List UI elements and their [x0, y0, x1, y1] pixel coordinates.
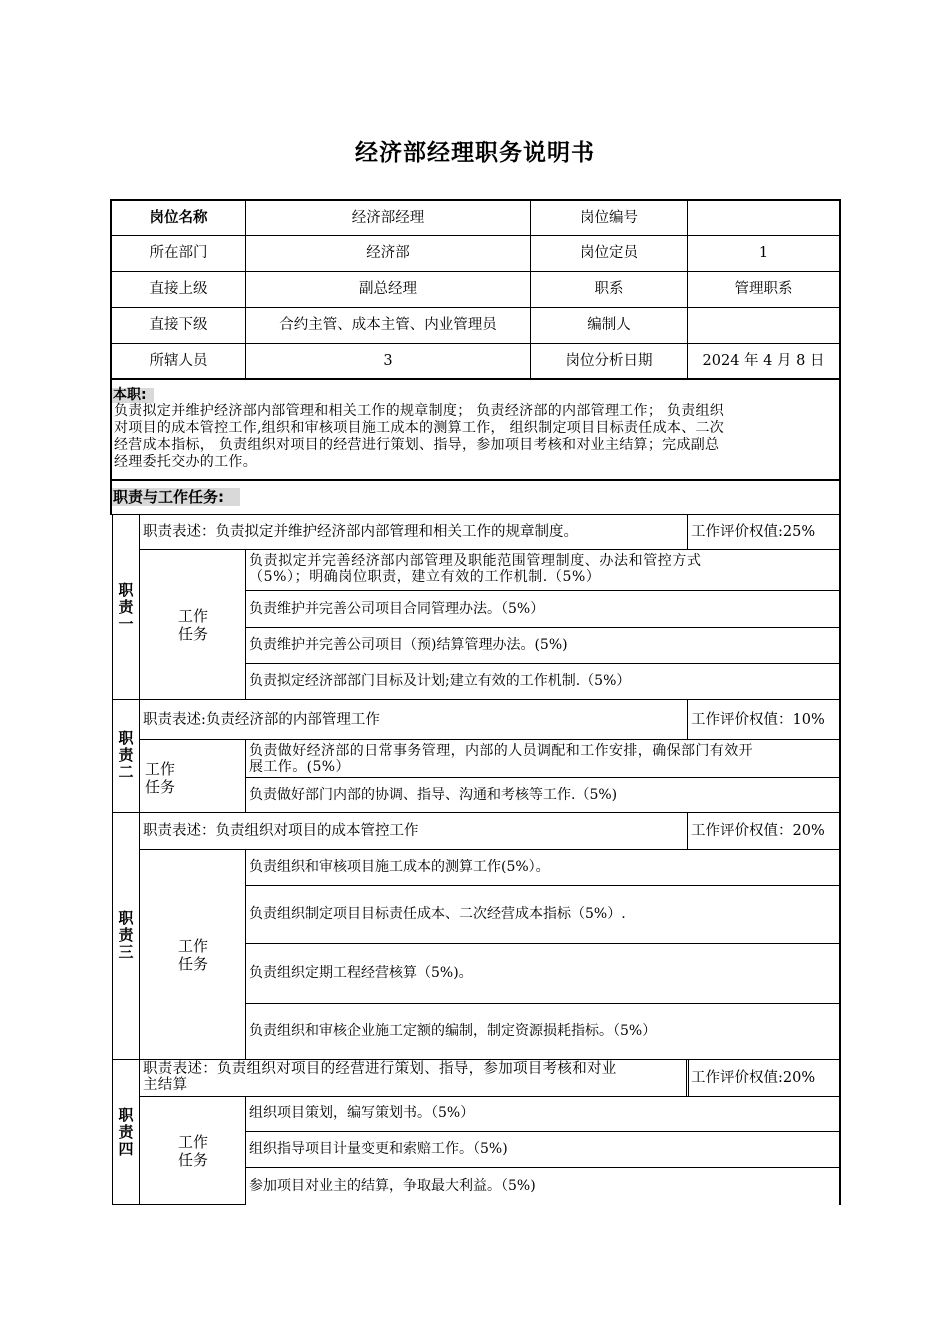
duty-3-task-label: 工作 任务 — [177, 937, 208, 973]
duty-2-task-1: 负责做好经济部的日常事务管理，内部的人员调配和工作安排，确保部门有效开 展工作。(5%） — [249, 743, 753, 775]
value-direct-subordinates: 合约主管、成本主管、内业管理员 — [279, 317, 497, 333]
value-analysis-date: 2024 年 4 月 8 日 — [702, 352, 825, 369]
benzhi-line-4: 经理委托交办的工作。 — [114, 454, 257, 470]
value-position-code — [688, 201, 839, 235]
duty-4-task-label: 工作 任务 — [177, 1133, 208, 1169]
value-compiler — [688, 308, 839, 343]
duty-3-task-2: 负责组织制定项目目标责任成本、二次经营成本指标（5%）. — [249, 906, 626, 922]
duty-3-description: 职责表述：负责组织对项目的成本管控工作 — [143, 823, 419, 839]
label-job-family: 职系 — [594, 281, 624, 297]
value-direct-superior: 副总经理 — [359, 281, 417, 297]
label-compiler: 编制人 — [587, 317, 631, 333]
duty-3-label: 职 责 三 — [118, 909, 134, 961]
duty-1-description: 职责表述：负责拟定并维护经济部内部管理和相关工作的规章制度。 — [143, 524, 578, 540]
duty-3-task-4: 负责组织和审核企业施工定额的编制，制定资源损耗指标。（5%） — [249, 1023, 657, 1039]
duty-4-task-3: 参加项目对业主的结算，争取最大利益。（5%) — [249, 1178, 536, 1194]
duty-4-task-1: 组织项目策划，编写策划书。（5%） — [249, 1105, 475, 1121]
label-direct-superior: 直接上级 — [149, 281, 208, 297]
benzhi-label: 本职: — [113, 387, 147, 403]
value-headcount: 1 — [758, 245, 769, 261]
duty-2-weight: 工作评价权值：10% — [691, 712, 825, 728]
duty-4-weight: 工作评价权值:20% — [691, 1070, 816, 1086]
duty-4-label: 职 责 四 — [118, 1105, 134, 1158]
label-position-name: 岗位名称 — [149, 209, 208, 226]
label-headcount: 岗位定员 — [580, 245, 638, 261]
duty-3-task-1: 负责组织和审核项目施工成本的测算工作(5%）。 — [249, 859, 550, 875]
label-staff-count: 所辖人员 — [149, 352, 208, 369]
duty-1-task-3: 负责维护并完善公司项目（预)结算管理办法。(5%) — [249, 637, 568, 653]
benzhi-line-1: 负责拟定并维护经济部内部管理和相关工作的规章制度； 负责经济部的内部管理工作； 负责组织 — [114, 403, 725, 419]
duty-1-task-label: 工作 任务 — [177, 607, 208, 643]
section-title: 职责与工作任务: — [113, 488, 224, 506]
duty-1-task-4: 负责拟定经济部部门目标及计划;建立有效的工作机制.（5%） — [249, 673, 631, 689]
label-analysis-date: 岗位分析日期 — [565, 352, 653, 369]
value-job-family: 管理职系 — [734, 281, 793, 297]
duty-2-description: 职责表述:负责经济部的内部管理工作 — [143, 712, 380, 728]
duty-1-weight: 工作评价权值:25% — [691, 524, 816, 540]
duty-3-weight: 工作评价权值：20% — [691, 823, 825, 839]
duty-4-description: 职责表述：负责组织对项目的经营进行策划、指导，参加项目考核和对业 主结算 — [143, 1061, 617, 1093]
duty-1-label: 职 责 一 — [118, 580, 134, 633]
label-department: 所在部门 — [149, 245, 208, 261]
duty-3-task-3: 负责组织定期工程经营核算（5%)。 — [249, 965, 473, 981]
duty-2-task-2: 负责做好部门内部的协调、指导、沟通和考核等工作.（5%) — [249, 787, 618, 803]
label-position-code: 岗位编号 — [580, 209, 638, 226]
label-direct-subordinates: 直接下级 — [149, 317, 208, 333]
value-department: 经济部 — [366, 245, 410, 261]
duty-2-task-label: 工作 任务 — [144, 760, 175, 796]
duty-4-task-2: 组织指导项目计量变更和索赔工作。（5%) — [249, 1141, 508, 1157]
value-position-name: 经济部经理 — [351, 209, 425, 226]
value-staff-count: 3 — [383, 352, 393, 369]
document-title: 经济部经理职务说明书 — [355, 140, 595, 166]
duty-1-task-1: 负责拟定并完善经济部内部管理及职能范围管理制度、办法和管控方式 （5%）；明确岗位职责，建立有效的工作机制.（5%） — [249, 553, 702, 585]
duty-2-label: 职 责 二 — [118, 729, 134, 781]
benzhi-line-2: 对项目的成本管控工作,组织和审核项目施工成本的测算工作， 组织制定项目目标责任成本、二次 — [114, 420, 725, 436]
duty-1-task-2: 负责维护并完善公司项目合同管理办法。（5%） — [249, 601, 545, 617]
benzhi-line-3: 经营成本指标， 负责组织对项目的经营进行策划、指导，参加项目考核和对业主结算；完成副总 — [114, 437, 720, 453]
